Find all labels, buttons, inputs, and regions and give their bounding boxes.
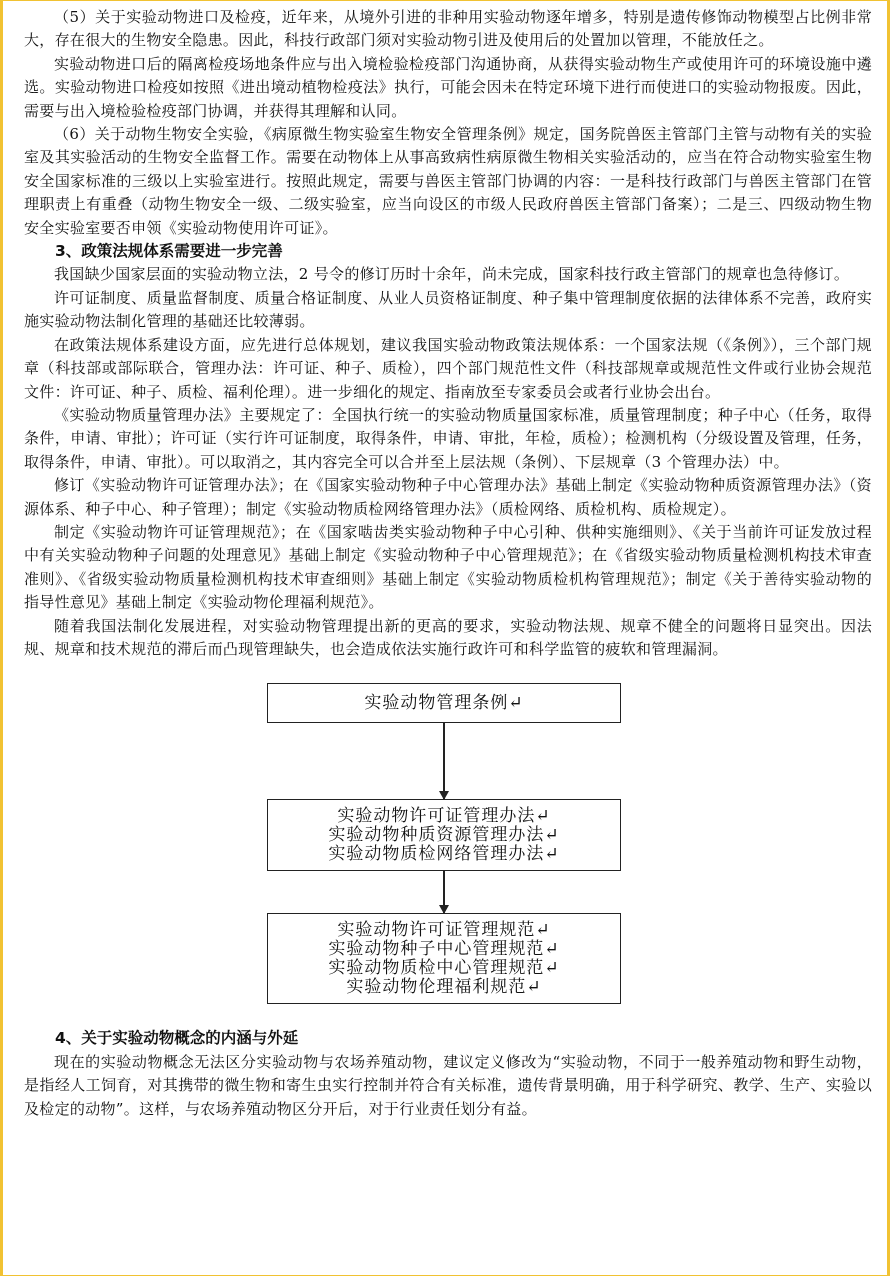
paragraph-revise-measures: 修订《实验动物许可证管理办法》；在《国家实验动物种子中心管理办法》基础上制定《实验动物种质资源管理办法》（资源体系、种子中心、种子管理）；制定《实验动物质检网络管理办法》（质检网络、质检机构、质检规定）。 <box>24 476 872 518</box>
arrow-down-icon <box>443 871 445 913</box>
paragraph-quarantine-site: 实验动物进口后的隔离检疫场地条件应与出入境检验检疫部门沟通协商，从获得实验动物生产或使用许可的环境设施中遴选。实验动物进口检疫如按照《进出境动植物检疫法》执行，可能会因未在特定环境下进行而使进口的实验动物报废。因此，需要与出入境检验检疫部门协调，并获得其理解和认同。 <box>24 54 872 120</box>
regulation-hierarchy-diagram <box>24 683 872 1005</box>
section-heading-4: 4、关于实验动物概念的内涵与外延 <box>55 1029 299 1048</box>
diagram-item: 实验动物许可证管理办法↵ <box>337 805 551 826</box>
paragraph-formulate-norms: 制定《实验动物许可证管理规范》；在《国家啮齿类实验动物种子中心引种、供种实施细则》、《关于当前许可证发放过程中有关实验动物种子问题的处理意见》基础上制定《实验动物种子中心管理规范》；在《省级实验动物质量检测机构技术审查准则》、《省级实验动物质量检测机构技术审查细则》基础上制定《实验动物质检机构管理规范》；制定《关于善待实验动物的指导性意见》基础上制定《实验动物伦理福利规范》。 <box>24 522 872 612</box>
paragraph-biosafety: （6）关于动物生物安全实验，《病原微生物实验室生物安全管理条例》规定，国务院兽医主管部门主管与动物有关的实验室及其实验活动的生物安全监督工作。需要在动物体上从事高致病性病原微生物相关实验活动的，应当在符合动物实验室生物安全国家标准的三级以上实验室进行。按照此规定，需要与兽医主管部门协调的内容：一是科技行政部门与兽医主管部门在管理职责上有重叠（动物生物安全一级、二级实验室，应当向设区的市级人民政府兽医主管部门备案）；二是三、四级动物生物安全实验室要否申领《实验动物使用许可证》。 <box>24 125 872 237</box>
paragraph-legislation: 我国缺少国家层面的实验动物立法，2 号令的修订历时十余年，尚未完成，国家科技行政主管部门的规章也急待修订。 <box>54 265 850 284</box>
diagram-item: 实验动物质检网络管理办法↵ <box>328 843 560 864</box>
document-body <box>24 6 872 1121</box>
diagram-item: 实验动物质检中心管理规范↵ <box>328 957 560 978</box>
paragraph-systems: 许可证制度、质量监督制度、质量合格证制度、从业人员资格证制度、种子集中管理制度依据的法律体系不完善，政府实施实验动物法制化管理的基础还比较薄弱。 <box>24 288 872 331</box>
diagram-item: 实验动物种质资源管理办法↵ <box>328 824 560 845</box>
diagram-box-regulation <box>267 683 621 723</box>
paragraph-quality-measures: 《实验动物质量管理办法》主要规定了：全国执行统一的实验动物质量国家标准，质量管理制度；种子中心（任务，取得条件，申请、审批）；许可证（实行许可证制度，取得条件，申请、审批，年检，质检）；检测机构（分级设置及管理，任务，取得条件，申请、审批）。可以取消之，其内容完全可以合并至上层法规（条例）、下层规章（3 个管理办法）中。 <box>24 405 872 471</box>
diagram-item: 实验动物许可证管理规范↵ <box>337 919 551 940</box>
paragraph-import-quarantine: （5）关于实验动物进口及检疫，近年来，从境外引进的非种用实验动物逐年增多，特别是遗传修饰动物模型占比例非常大，存在很大的生物安全隐患。因此，科技行政部门须对实验动物引进及使用后的处置加以管理，不能放任之。 <box>24 8 872 50</box>
arrow-down-icon <box>443 723 445 799</box>
paragraph-definition: 现在的实验动物概念无法区分实验动物与农场养殖动物，建议定义修改为“实验动物，不同于一般养殖动物和野生动物，是指经人工饲育，对其携带的微生物和寄生虫实行控制并符合有关标准，遗传背景明确，用于科学研究、教学、生产、实验以及检定的动物”。这样，与农场养殖动物区分开后，对于行业责任划分有益。 <box>24 1052 872 1118</box>
paragraph-development: 随着我国法制化发展进程，对实验动物管理提出新的更高的要求，实验动物法规、规章不健全的问题将日显突出。因法规、规章和技术规范的滞后而凸现管理缺失，也会造成依法实施行政许可和科学监管的疲软和管理漏洞。 <box>24 616 872 658</box>
diagram-box-norms <box>267 913 621 1004</box>
diagram-item: 实验动物种子中心管理规范↵ <box>328 938 560 959</box>
diagram-box-measures <box>267 799 621 871</box>
section-heading-3: 3、政策法规体系需要进一步完善 <box>55 242 283 261</box>
diagram-item: 实验动物管理条例↵ <box>364 692 524 713</box>
diagram-item: 实验动物伦理福利规范↵ <box>346 976 542 997</box>
paragraph-planning: 在政策法规体系建设方面，应先进行总体规划，建议我国实验动物政策法规体系：一个国家法规（《条例》），三个部门规章（科技部或部际联合，管理办法：许可证、种子、质检），四个部门规范性文件（科技部规章或规范性文件或行业协会规范文件：许可证、种子、质检、福利伦理）。进一步细化的规定、指南放至专家委员会或者行业协会出台。 <box>24 335 872 401</box>
